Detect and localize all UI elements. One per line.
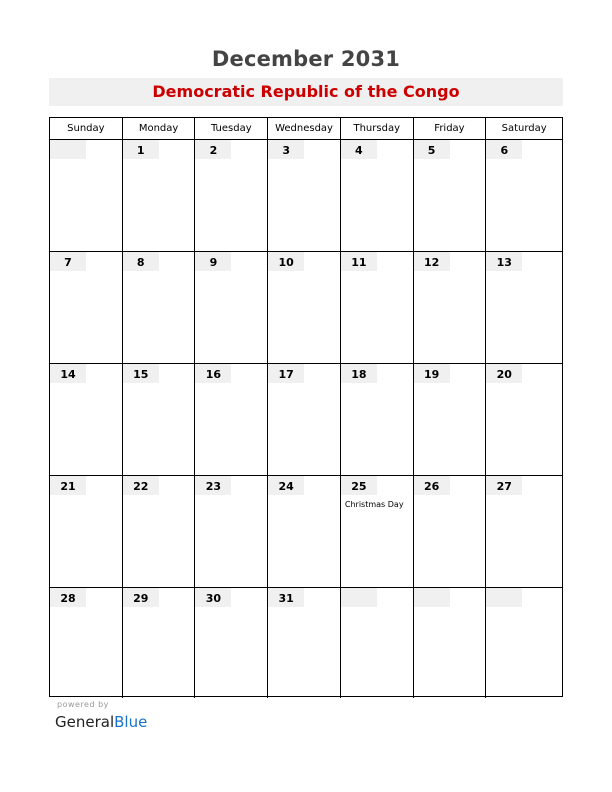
day-number: 4 [341,140,377,159]
calendar-title: December 2031 [211,47,401,71]
day-number: 1 [123,140,159,159]
day-number: 8 [123,252,159,271]
day-cell-18[interactable] [341,364,414,475]
day-number: 24 [268,476,304,495]
day-number: 17 [268,364,304,383]
day-number: 27 [486,476,522,495]
day-cell-12[interactable] [414,252,487,363]
day-number [486,588,522,607]
day-number: 6 [486,140,522,159]
day-cell-25[interactable] [341,476,414,587]
day-cell-8[interactable] [123,252,196,363]
day-cell-26[interactable] [414,476,487,587]
weeks-container [50,140,562,698]
day-number: 19 [414,364,450,383]
day-number: 14 [50,364,86,383]
brand-blue-text: Blue [114,713,148,731]
powered-by-label: powered by [57,700,109,709]
day-cell-17[interactable] [268,364,341,475]
day-cell-16[interactable] [195,364,268,475]
calendar-grid [49,117,563,697]
day-number: 26 [414,476,450,495]
day-cell-3[interactable] [268,140,341,251]
day-number: 12 [414,252,450,271]
day-cell-31[interactable] [268,588,341,698]
day-cell-13[interactable] [486,252,562,363]
day-number: 23 [195,476,231,495]
day-number: 28 [50,588,86,607]
day-cell-19[interactable] [414,364,487,475]
day-number: 13 [486,252,522,271]
day-number: 20 [486,364,522,383]
day-cell-22[interactable] [123,476,196,587]
day-number: 10 [268,252,304,271]
day-cell-28[interactable] [50,588,123,698]
day-number: 9 [195,252,231,271]
day-cell-1[interactable] [123,140,196,251]
day-number [50,140,86,159]
day-cell-11[interactable] [341,252,414,363]
week-row [50,140,562,252]
day-cell-20[interactable] [486,364,562,475]
day-cell-7[interactable] [50,252,123,363]
brand-general-text: General [55,713,115,731]
day-cell-14[interactable] [50,364,123,475]
day-cell-2[interactable] [195,140,268,251]
day-number: 3 [268,140,304,159]
day-number: 16 [195,364,231,383]
day-number: 29 [123,588,159,607]
weekday-monday: Monday [123,118,196,139]
day-number [341,588,377,607]
day-number: 15 [123,364,159,383]
day-cell-10[interactable] [268,252,341,363]
day-number: 5 [414,140,450,159]
day-number: 18 [341,364,377,383]
day-cell-5[interactable] [414,140,487,251]
weekday-sunday: Sunday [50,118,123,139]
day-cell-9[interactable] [195,252,268,363]
week-row [50,588,562,698]
day-cell-30[interactable] [195,588,268,698]
day-number: 31 [268,588,304,607]
day-number: 21 [50,476,86,495]
day-number: 7 [50,252,86,271]
day-cell-empty[interactable] [486,588,562,698]
weekday-saturday: Saturday [501,123,547,134]
weekday-thursday: Thursday [341,118,414,139]
day-cell-empty[interactable] [341,588,414,698]
day-cell-15[interactable] [123,364,196,475]
day-number: 11 [341,252,377,271]
day-number [414,588,450,607]
week-row [50,476,562,588]
day-cell-27[interactable] [486,476,562,587]
weekday-tuesday: Tuesday [195,118,268,139]
day-cell-24[interactable] [268,476,341,587]
brand-logo[interactable] [55,713,147,731]
holiday-label: Christmas Day [344,500,404,509]
day-number: 30 [195,588,231,607]
day-cell-4[interactable] [341,140,414,251]
day-cell-6[interactable] [486,140,562,251]
week-row [50,364,562,476]
day-cell-29[interactable] [123,588,196,698]
day-number: 2 [195,140,231,159]
day-cell-empty[interactable] [414,588,487,698]
day-cell-23[interactable] [195,476,268,587]
week-row [50,252,562,364]
weekday-header-row [50,118,562,140]
day-number: 22 [123,476,159,495]
day-cell-21[interactable] [50,476,123,587]
weekday-friday: Friday [414,118,487,139]
country-name: Democratic Republic of the Congo [49,78,563,106]
day-cell-empty[interactable] [50,140,123,251]
weekday-wednesday: Wednesday [268,118,341,139]
day-number: 25 [341,476,377,495]
